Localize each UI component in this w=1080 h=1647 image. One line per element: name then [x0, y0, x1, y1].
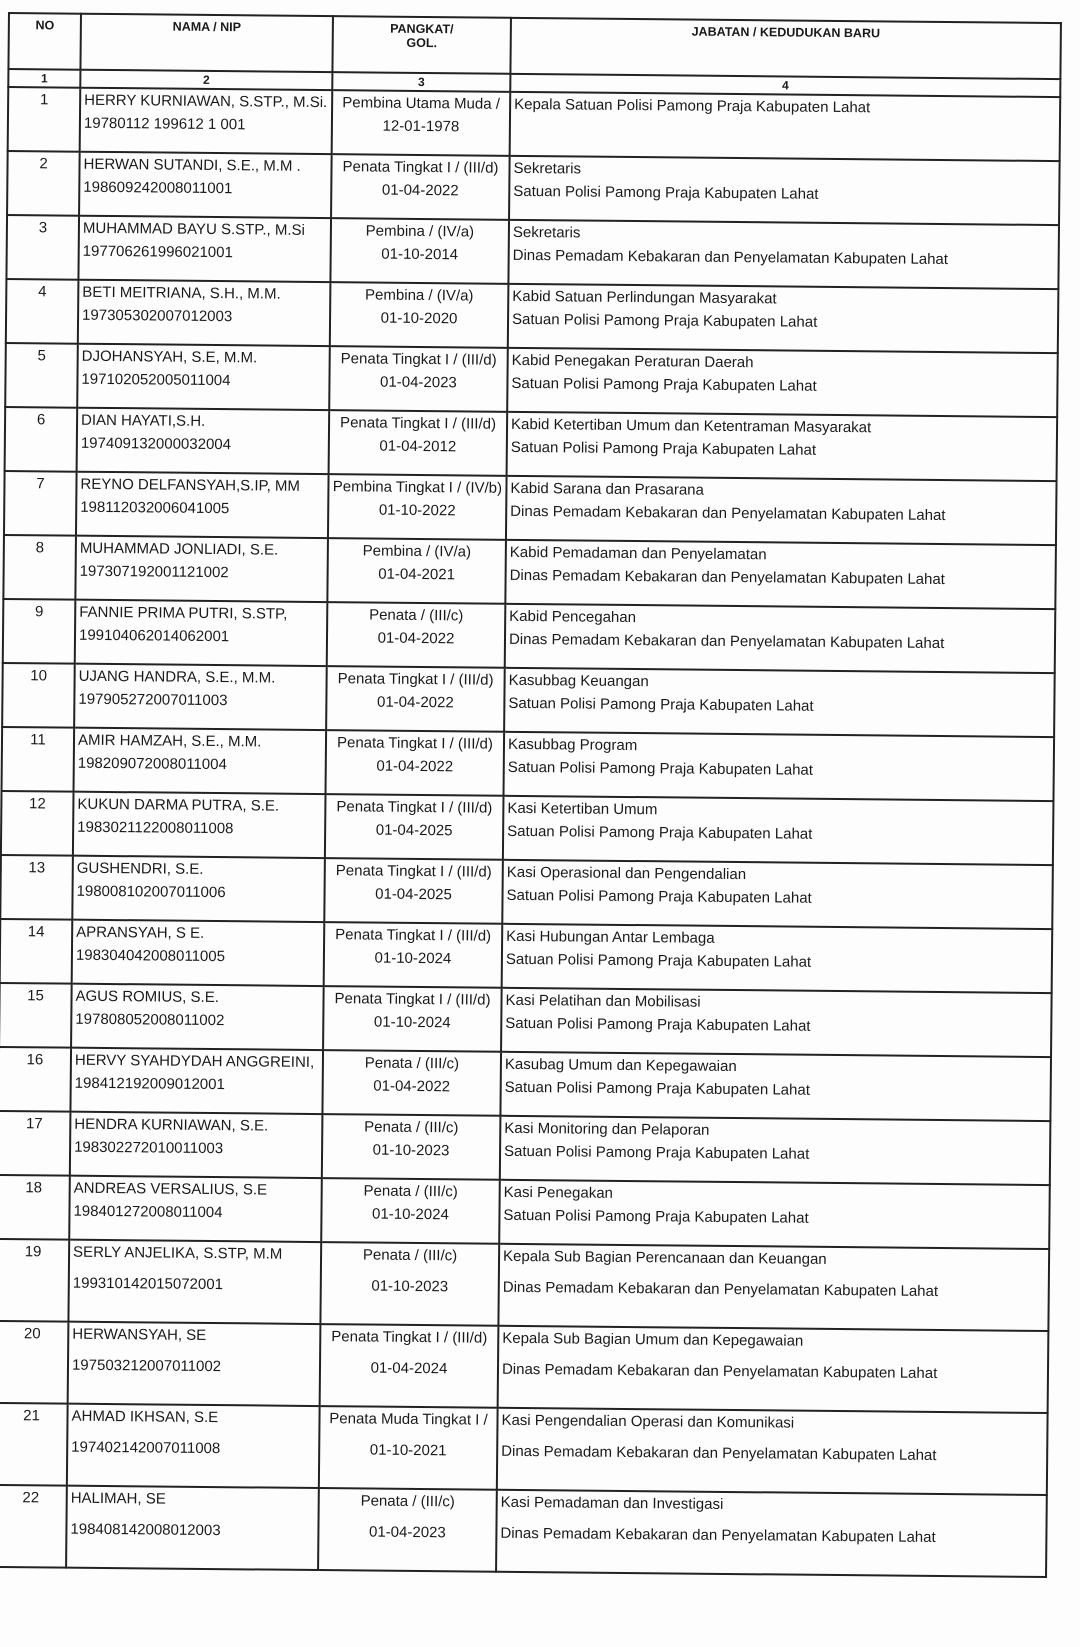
- position-cell: [507, 348, 1058, 417]
- rank-cell: [320, 1242, 499, 1326]
- position-title: Kasi Monitoring dan Pelaporan: [504, 1119, 710, 1139]
- position-cell: [507, 412, 1058, 481]
- rank-grade: Penata Tingkat I / (III/d): [336, 798, 493, 817]
- employee-nip: 197808052008011002: [75, 1010, 225, 1030]
- name-nip-cell: [66, 1486, 319, 1570]
- position-unit: Satuan Polisi Pamong Praja Kabupaten Lahat: [504, 1142, 810, 1163]
- table-row: [1, 791, 1054, 865]
- name-nip-cell: [75, 536, 328, 602]
- table-row: [6, 279, 1059, 353]
- position-title: Kasubbag Program: [507, 735, 638, 755]
- row-number: 11: [2, 727, 75, 792]
- rank-date: 01-04-2022: [373, 1077, 451, 1096]
- employee-nip: 199310142015072001: [72, 1274, 224, 1294]
- employee-name: MUHAMMAD BAYU S.STP., M.Si: [82, 219, 305, 239]
- employee-name: HERRY KURNIAWAN, S.STP., M.Si.: [84, 91, 328, 112]
- position-title: Kasi Ketertiban Umum: [507, 799, 658, 819]
- name-nip-cell: [76, 472, 329, 538]
- employee-name: REYNO DELFANSYAH,S.IP, MM: [80, 475, 301, 495]
- name-nip-cell: [78, 280, 331, 346]
- row-number: 3: [6, 215, 79, 280]
- position-title: Kasi Penegakan: [503, 1183, 614, 1202]
- row-number: 8: [3, 535, 76, 600]
- rank-grade: Penata Tingkat I / (III/d): [337, 670, 494, 689]
- name-nip-cell: [77, 344, 330, 410]
- position-cell: [503, 732, 1054, 801]
- position-title: Kepala Satuan Polisi Pamong Praja Kabupaten Lahat: [514, 95, 871, 117]
- position-title: Kabid Sarana dan Prasarana: [510, 479, 705, 499]
- name-nip-cell: [78, 216, 331, 282]
- row-number: 4: [6, 279, 79, 344]
- name-nip-cell: [71, 984, 324, 1050]
- employee-name: AMIR HAMZAH, S.E., M.M.: [77, 731, 262, 751]
- position-unit: Satuan Polisi Pamong Praja Kabupaten Lahat: [506, 886, 812, 907]
- employee-name: APRANSYAH, S E.: [76, 923, 205, 942]
- rank-cell: [323, 986, 502, 1052]
- employee-name: HERVY SYAHDYDAH ANGGREINI,: [74, 1051, 315, 1071]
- position-title: Sekretaris: [512, 223, 581, 242]
- employee-nip: 199104062014062001: [78, 626, 230, 646]
- name-nip-cell: [69, 1176, 322, 1242]
- employee-name: AGUS ROMIUS, S.E.: [75, 987, 219, 1007]
- position-unit: Dinas Pemadam Kebakaran dan Penyelamatan Kabupaten Lahat: [501, 1360, 938, 1382]
- row-number: 22: [0, 1485, 67, 1568]
- position-cell: [499, 1180, 1050, 1249]
- rank-grade: Penata Tingkat I / (III/d): [334, 990, 491, 1009]
- position-unit: Satuan Polisi Pamong Praja Kabupaten Lahat: [513, 182, 819, 203]
- header-rank-line1: PANGKAT/: [390, 21, 454, 37]
- rank-cell: [322, 1114, 501, 1180]
- employee-name: UJANG HANDRA, S.E., M.M.: [78, 667, 276, 687]
- position-cell: [506, 476, 1057, 545]
- position-cell: [508, 284, 1059, 353]
- rank-cell: [329, 346, 508, 412]
- rank-grade: Penata / (III/c): [364, 1118, 459, 1137]
- employee-nip: 197305302007012003: [82, 306, 233, 326]
- row-number: 7: [4, 471, 77, 536]
- table-row: [3, 599, 1056, 673]
- table-row: [0, 1111, 1050, 1185]
- position-cell: [496, 1490, 1047, 1577]
- position-unit: Dinas Pemadam Kebakaran dan Penyelamatan Kabupaten Lahat: [509, 566, 945, 589]
- table-row: [8, 87, 1061, 161]
- employee-nip: 198008102007011006: [76, 882, 226, 902]
- position-unit: Satuan Polisi Pamong Praja Kabupaten Lahat: [507, 822, 813, 843]
- employee-name: BETI MEITRIANA, S.H., M.M.: [82, 283, 281, 303]
- rank-grade: Penata / (III/c): [369, 606, 464, 625]
- employee-name: HERWAN SUTANDI, S.E., M.M .: [83, 155, 301, 175]
- name-nip-cell: [74, 664, 327, 730]
- row-number: 17: [0, 1111, 70, 1176]
- position-unit: Satuan Polisi Pamong Praja Kabupaten Lahat: [510, 438, 817, 459]
- position-title: Kepala Sub Bagian Perencanaan dan Keuangan: [502, 1247, 827, 1268]
- table-row: [0, 1175, 1050, 1249]
- employee-name: DIAN HAYATI,S.H.: [81, 411, 206, 430]
- row-number: 21: [0, 1403, 68, 1486]
- employee-name: HENDRA KURNIAWAN, S.E.: [74, 1115, 269, 1135]
- rank-date: 01-04-2023: [368, 1523, 446, 1542]
- name-nip-cell: [79, 152, 332, 218]
- row-number: 5: [5, 343, 78, 408]
- table-row: [0, 983, 1052, 1057]
- employee-nip: 197905272007011003: [78, 690, 228, 710]
- employee-name: DJOHANSYAH, S.E, M.M.: [81, 347, 258, 367]
- position-unit: Satuan Polisi Pamong Praja Kabupaten Lahat: [505, 1014, 811, 1035]
- position-unit: Satuan Polisi Pamong Praja Kabupaten Lahat: [507, 758, 814, 779]
- header-rank-line2: GOL.: [406, 35, 438, 51]
- table-row: [0, 1321, 1048, 1413]
- rank-cell: [327, 602, 506, 668]
- position-unit: Satuan Polisi Pamong Praja Kabupaten Lahat: [505, 950, 812, 971]
- rank-cell: [332, 90, 511, 156]
- position-cell: [504, 668, 1055, 737]
- table-row: [0, 1239, 1049, 1331]
- name-nip-cell: [68, 1240, 321, 1324]
- name-nip-cell: [74, 728, 327, 794]
- employee-nip: 197307192001121002: [79, 562, 229, 582]
- row-number: 1: [8, 87, 81, 152]
- position-unit: Satuan Polisi Pamong Praja Kabupaten Lahat: [503, 1206, 809, 1227]
- position-cell: [497, 1408, 1048, 1495]
- employee-name: FANNIE PRIMA PUTRI, S.STP,: [79, 603, 288, 623]
- rank-grade: Penata / (III/c): [364, 1054, 460, 1073]
- rank-grade: Penata Tingkat I / (III/d): [335, 862, 492, 881]
- table-row: [0, 919, 1052, 993]
- rank-cell: [326, 730, 505, 796]
- table-row: [6, 215, 1059, 289]
- rank-cell: [324, 922, 503, 988]
- rank-date: 01-04-2022: [376, 757, 454, 776]
- rank-date: 01-04-2024: [370, 1359, 448, 1378]
- employee-nip: 198209072008011004: [77, 754, 227, 774]
- position-title: Kasi Pengendalian Operasi dan Komunikasi: [501, 1411, 795, 1432]
- rank-cell: [325, 794, 504, 860]
- name-nip-cell: [70, 1112, 323, 1178]
- rank-grade: Pembina / (IV/a): [365, 222, 475, 241]
- employee-nip: 198401272008011004: [73, 1202, 223, 1222]
- position-title: Kasubbag Keuangan: [508, 671, 649, 691]
- table-row: [5, 343, 1058, 417]
- position-cell: [510, 92, 1061, 161]
- rank-grade: Penata / (III/c): [360, 1492, 455, 1511]
- rank-date: 01-04-2022: [381, 181, 459, 200]
- rank-date: 01-10-2014: [381, 245, 459, 264]
- rank-date: 01-04-2025: [375, 885, 452, 904]
- employee-name: ANDREAS VERSALIUS, S.E: [73, 1179, 268, 1199]
- rank-cell: [330, 282, 509, 348]
- row-number: 13: [0, 855, 73, 920]
- name-nip-cell: [73, 792, 326, 858]
- rank-date: 01-04-2025: [375, 821, 453, 840]
- employee-nip: 198412192009012001: [74, 1074, 225, 1094]
- employee-name: AHMAD IKHSAN, S.E: [71, 1407, 219, 1427]
- row-number: 14: [0, 919, 72, 984]
- row-number: 10: [2, 663, 75, 728]
- name-nip-cell: [72, 920, 325, 986]
- table-row: [0, 855, 1053, 929]
- rank-cell: [320, 1324, 499, 1408]
- position-cell: [498, 1244, 1049, 1331]
- rank-grade: Pembina Tingkat I / (IV/b): [332, 478, 503, 497]
- table-row: [0, 1047, 1051, 1121]
- rank-grade: Penata Tingkat I / (III/d): [335, 926, 492, 945]
- position-cell: [501, 988, 1052, 1057]
- row-number: 20: [0, 1321, 68, 1404]
- position-title: Kasi Operasional dan Pengendalian: [506, 863, 747, 884]
- rank-grade: Penata / (III/c): [362, 1246, 458, 1265]
- employee-nip: 198302272010011003: [74, 1138, 224, 1158]
- employee-nip: 198304042008011005: [75, 946, 226, 966]
- employee-name: KUKUN DARMA PUTRA, S.E.: [77, 795, 280, 815]
- row-number: 18: [0, 1175, 70, 1240]
- position-title: Sekretaris: [513, 159, 582, 178]
- table-row: [2, 663, 1055, 737]
- rank-date: 01-10-2020: [380, 309, 458, 328]
- column-number: 1: [8, 69, 80, 88]
- row-number: 2: [7, 151, 80, 216]
- position-cell: [505, 540, 1056, 609]
- position-title: Kabid Penegakan Peraturan Daerah: [511, 351, 754, 372]
- employee-nip: 197402142007011008: [71, 1438, 221, 1458]
- header-no: NO: [8, 13, 81, 70]
- name-nip-cell: [72, 856, 325, 922]
- personnel-table: [0, 12, 1062, 1578]
- rank-cell: [328, 474, 507, 540]
- header-name: NAMA / NIP: [80, 14, 333, 72]
- position-cell: [500, 1116, 1051, 1185]
- employee-name: HALIMAH, SE: [70, 1489, 166, 1508]
- position-unit: Dinas Pemadam Kebakaran dan Penyelamatan Kabupaten Lahat: [508, 630, 945, 653]
- table-row: [2, 727, 1055, 801]
- employee-nip: 197706261996021001: [82, 242, 233, 262]
- employee-nip: 198408142008012003: [70, 1520, 221, 1540]
- rank-date: 01-10-2024: [374, 949, 452, 968]
- position-title: Kasi Hubungan Antar Lembaga: [506, 927, 715, 947]
- rank-date: 01-10-2021: [369, 1441, 447, 1460]
- table-row: [0, 1403, 1048, 1495]
- row-number: 15: [0, 983, 72, 1048]
- position-cell: [508, 220, 1059, 289]
- employee-nip: 198112032006041005: [80, 498, 230, 518]
- rank-cell: [318, 1488, 497, 1572]
- rank-grade: Penata Tingkat I / (III/d): [340, 414, 497, 433]
- table-row: [4, 471, 1057, 545]
- name-nip-cell: [67, 1404, 320, 1488]
- employee-name: GUSHENDRI, S.E.: [76, 859, 204, 878]
- rank-cell: [330, 218, 509, 284]
- position-cell: [502, 924, 1053, 993]
- rank-grade: Penata Muda Tingkat I /: [329, 1410, 488, 1429]
- employee-nip: 198302112200801100​8: [77, 818, 234, 838]
- rank-grade: Penata Tingkat I / (III/d): [340, 350, 497, 369]
- name-nip-cell: [75, 600, 328, 666]
- rank-date: 01-10-2022: [378, 501, 456, 520]
- rank-grade: Penata Tingkat I / (III/d): [331, 1328, 488, 1347]
- table-row: [3, 535, 1056, 609]
- rank-date: 01-04-2021: [378, 565, 456, 584]
- rank-date: 01-04-2022: [377, 629, 455, 648]
- column-number: 4: [510, 74, 1060, 97]
- position-cell: [498, 1326, 1049, 1413]
- rank-date: 01-10-2023: [371, 1277, 449, 1296]
- row-number: 16: [0, 1047, 71, 1112]
- rank-grade: Penata Tingkat I / (III/d): [342, 158, 499, 177]
- rank-date: 01-04-2012: [379, 437, 457, 456]
- employee-nip: 197503212007011002: [71, 1356, 222, 1376]
- column-number: 2: [80, 70, 332, 90]
- rank-grade: Pembina / (IV/a): [365, 286, 474, 305]
- header-rank: [332, 16, 511, 74]
- row-number: 6: [5, 407, 78, 472]
- rank-cell: [331, 154, 510, 220]
- position-unit: Dinas Pemadam Kebakaran dan Penyelamatan Kabupaten Lahat: [500, 1524, 936, 1546]
- position-title: Kabid Pemadaman dan Penyelamatan: [509, 543, 767, 564]
- position-cell: [502, 860, 1053, 929]
- document-sheet: [0, 12, 1060, 1578]
- rank-grade: Penata / (III/c): [363, 1182, 458, 1201]
- rank-cell: [326, 666, 505, 732]
- rank-date: 01-10-2023: [372, 1141, 450, 1160]
- rank-cell: [322, 1050, 501, 1116]
- position-title: Kabid Satuan Perlindungan Masyarakat: [512, 287, 777, 308]
- position-unit: Dinas Pemadam Kebakaran dan Penyelamatan Kabupaten Lahat: [501, 1442, 937, 1464]
- rank-cell: [324, 858, 503, 924]
- row-number: 12: [1, 791, 74, 856]
- rank-date: 01-10-2024: [373, 1013, 451, 1032]
- employee-name: MUHAMMAD JONLIADI, S.E.: [79, 539, 279, 559]
- rank-cell: [319, 1406, 498, 1490]
- name-nip-cell: [68, 1322, 321, 1406]
- row-number: 19: [0, 1239, 69, 1322]
- name-nip-cell: [80, 88, 333, 154]
- rank-date: 01-04-2023: [380, 373, 457, 392]
- rank-date: 01-10-2024: [372, 1205, 449, 1224]
- employee-nip: 197102052005011004: [81, 370, 231, 390]
- position-cell: [509, 156, 1060, 225]
- rank-grade: Penata Tingkat I / (III/d): [336, 734, 494, 753]
- name-nip-cell: [70, 1048, 323, 1114]
- table-row: [5, 407, 1058, 481]
- table-header-row: [8, 13, 1060, 79]
- employee-nip: 19780112 199612 1 001: [83, 114, 246, 134]
- position-title: Kabid Pencegahan: [509, 607, 637, 627]
- position-unit: Satuan Polisi Pamong Praja Kabupaten Lahat: [508, 694, 814, 715]
- rank-grade: Pembina / (IV/a): [362, 542, 472, 561]
- position-cell: [500, 1052, 1051, 1121]
- position-title: Kasi Pelatihan dan Mobilisasi: [505, 991, 701, 1011]
- employee-nip: 197409132000032004: [80, 434, 232, 454]
- rank-cell: [329, 410, 508, 476]
- rank-date: 01-04-2022: [376, 693, 454, 712]
- column-number: 3: [332, 72, 510, 92]
- rank-cell: [327, 538, 506, 604]
- position-title: Kasi Pemadaman dan Investigasi: [500, 1493, 724, 1513]
- position-unit: Dinas Pemadam Kebakaran dan Penyelamatan Kabupaten Lahat: [512, 246, 949, 269]
- position-unit: Satuan Polisi Pamong Praja Kabupaten Lahat: [511, 374, 817, 395]
- table-row: [7, 151, 1060, 225]
- rank-grade: Pembina Utama Muda /: [342, 94, 501, 113]
- employee-name: SERLY ANJELIKA, S.STP, M.M: [73, 1243, 283, 1263]
- name-nip-cell: [77, 408, 330, 474]
- position-title: Kasubag Umum dan Kepegawaian: [504, 1055, 737, 1076]
- employee-name: HERWANSYAH, SE: [72, 1325, 207, 1344]
- header-position: JABATAN / KEDUDUKAN BARU: [510, 18, 1061, 79]
- position-cell: [505, 604, 1056, 673]
- rank-cell: [321, 1178, 500, 1244]
- position-unit: Satuan Polisi Pamong Praja Kabupaten Lahat: [504, 1078, 810, 1099]
- position-unit: Dinas Pemadam Kebakaran dan Penyelamatan Kabupaten Lahat: [502, 1278, 939, 1300]
- row-number: 9: [3, 599, 76, 664]
- rank-date: 12-01-1978: [382, 117, 460, 136]
- position-title: Kabid Ketertiban Umum dan Ketentraman Masyarakat: [510, 415, 872, 437]
- employee-nip: 198609242008011001: [83, 178, 233, 198]
- position-cell: [503, 796, 1054, 865]
- table-row: [0, 1485, 1047, 1577]
- position-title: Kepala Sub Bagian Umum dan Kepegawaian: [502, 1329, 804, 1350]
- position-unit: Satuan Polisi Pamong Praja Kabupaten Lahat: [511, 310, 818, 331]
- position-unit: Dinas Pemadam Kebakaran dan Penyelamatan Kabupaten Lahat: [510, 502, 946, 525]
